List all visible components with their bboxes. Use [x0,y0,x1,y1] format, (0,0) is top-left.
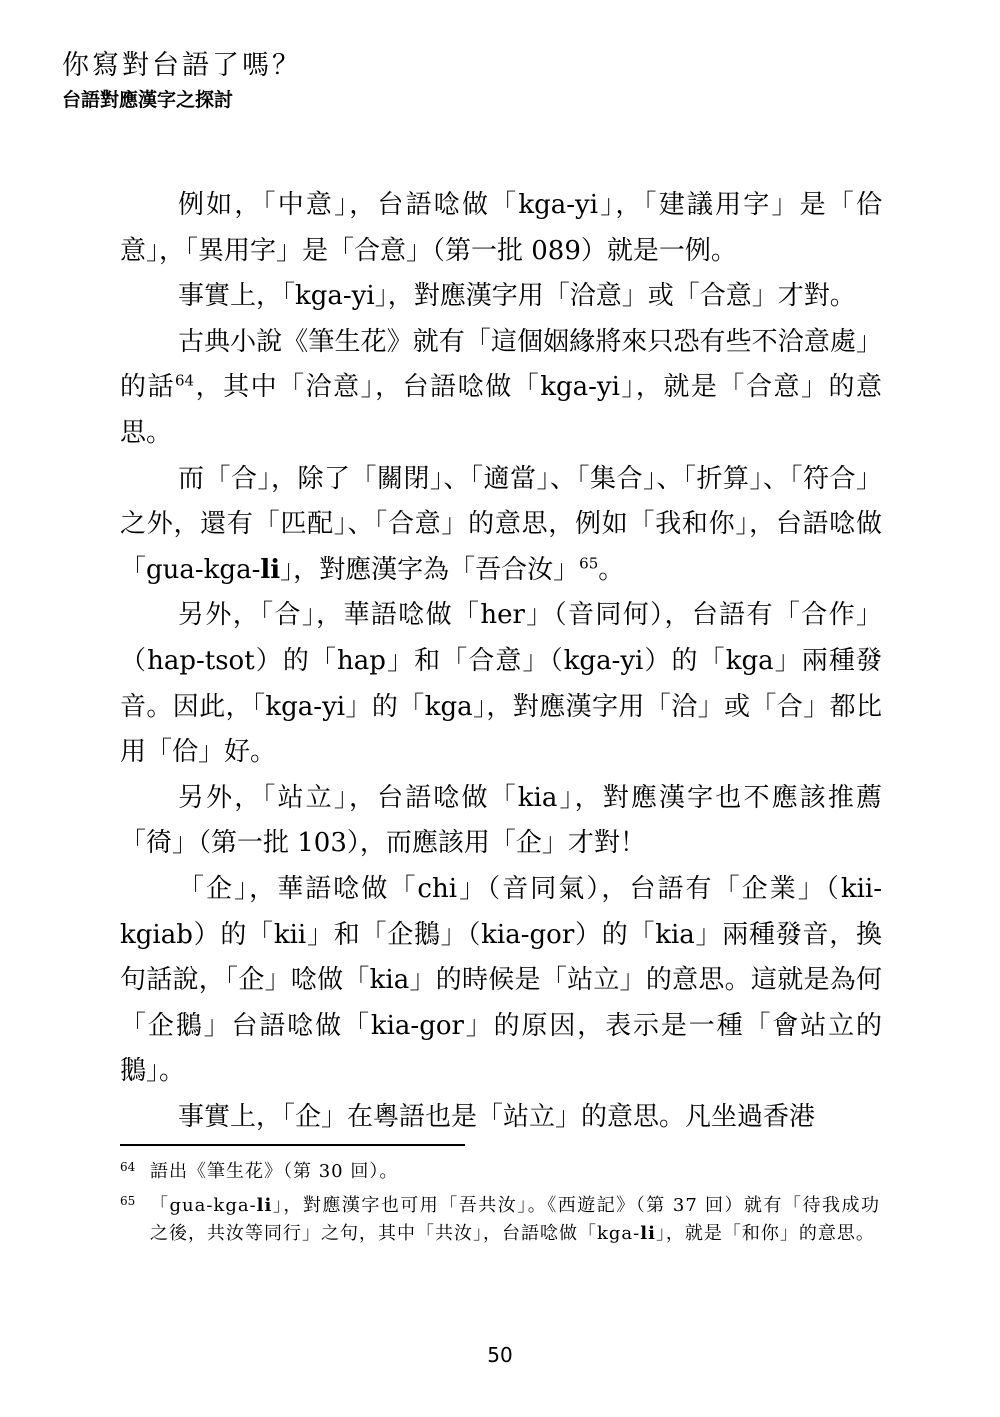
bold-romanization: li [260,554,281,585]
paragraph [120,183,882,274]
footnotes [120,1158,880,1254]
footnote-number: 65 [120,1194,136,1208]
footnote-reference: 64 [175,371,195,390]
paragraph [120,457,882,594]
text-segment: 例如，「中意」，台語唸做「kga-yi」，「建議用字」是「佮意」，「異用字」是「合意」（第一批 089）就是一例。 [120,190,882,266]
text-segment: 另外，「站立」，台語唸做「kia」，對應漢字也不應該推薦「徛」（第一批 103），而應該用「企」才對！ [120,782,882,859]
paragraph [120,1095,882,1141]
text-segment: 語出《筆生花》（第 30 回）。 [150,1161,399,1182]
footnote-reference: 65 [579,554,599,573]
text-segment: 事實上，「企」在粵語也是「站立」的意思。凡坐過香港 [178,1101,816,1132]
paragraph [120,776,882,867]
page-number: 50 [487,1343,513,1367]
bold-romanization: li [640,1223,656,1244]
body-text [120,183,882,1140]
paragraph [120,867,882,1095]
footnote [120,1192,880,1248]
text-segment: 」，就是「和你」的意思。 [655,1223,875,1244]
text-segment: 古典小說《筆生花》就有「這個姻緣將來只恐有些不洽意處」的話 [120,326,882,403]
text-segment: 」，對應漢字為「吾合汝」 [280,554,580,585]
text-segment: ，其中「洽意」，台語唸做「kga-yi」，就是「合意」的意思。 [120,372,882,448]
text-segment: 「企」，華語唸做「chi」（音同氣），台語有「企業」（kii-kgiab）的「kii」和「企鵝」（kia-gor）的「kia」兩種發音，換句話說，「企」唸做「kia」的時候是「站立」的意思。這就是為何「企鵝」台語唸做「kia-gor」的原因，表示是一種「會站立的鵝」。 [120,873,882,1087]
text-segment: 另外，「合」，華語唸做「her」（音同何），台語有「合作」（hap-tsot）的「hap」和「合意」（kga-yi）的「kga」兩種發音。因此，「kga-yi」的「kga」，對應漢字用「洽」或「合」都比用「佮」好。 [120,600,882,768]
paragraph [120,320,882,457]
paragraph [120,593,882,775]
text-segment: 「gua-kga- [150,1195,257,1216]
book-title: 你寫對台語了嗎？ [62,50,302,81]
bold-romanization: li [256,1195,273,1216]
footnote-number: 64 [120,1160,136,1174]
footnote-text [150,1158,880,1186]
book-subtitle: 台語對應漢字之探討 [62,89,234,111]
footnote-divider [120,1144,465,1146]
text-segment: 而「合」，除了「關閉」、「適當」、「集合」、「折算」、「符合」之外，還有「匹配」、「合意」的意思，例如「我和你」，台語唸做「gua-kga- [120,463,882,585]
running-header [62,48,302,114]
paragraph [120,274,882,320]
text-segment: 事實上，「kga-yi」，對應漢字用「洽意」或「合意」才對。 [178,281,856,312]
text-segment: 。 [598,554,625,585]
footnote [120,1158,880,1186]
footnote-text [150,1192,880,1248]
text-segment: 」，對應漢字也可用「吾共汝」。《西遊記》（第 37 回）就有「待我成功之後，共汝等同行」之句，其中「共汝」，台語唸做「kga- [150,1195,880,1244]
